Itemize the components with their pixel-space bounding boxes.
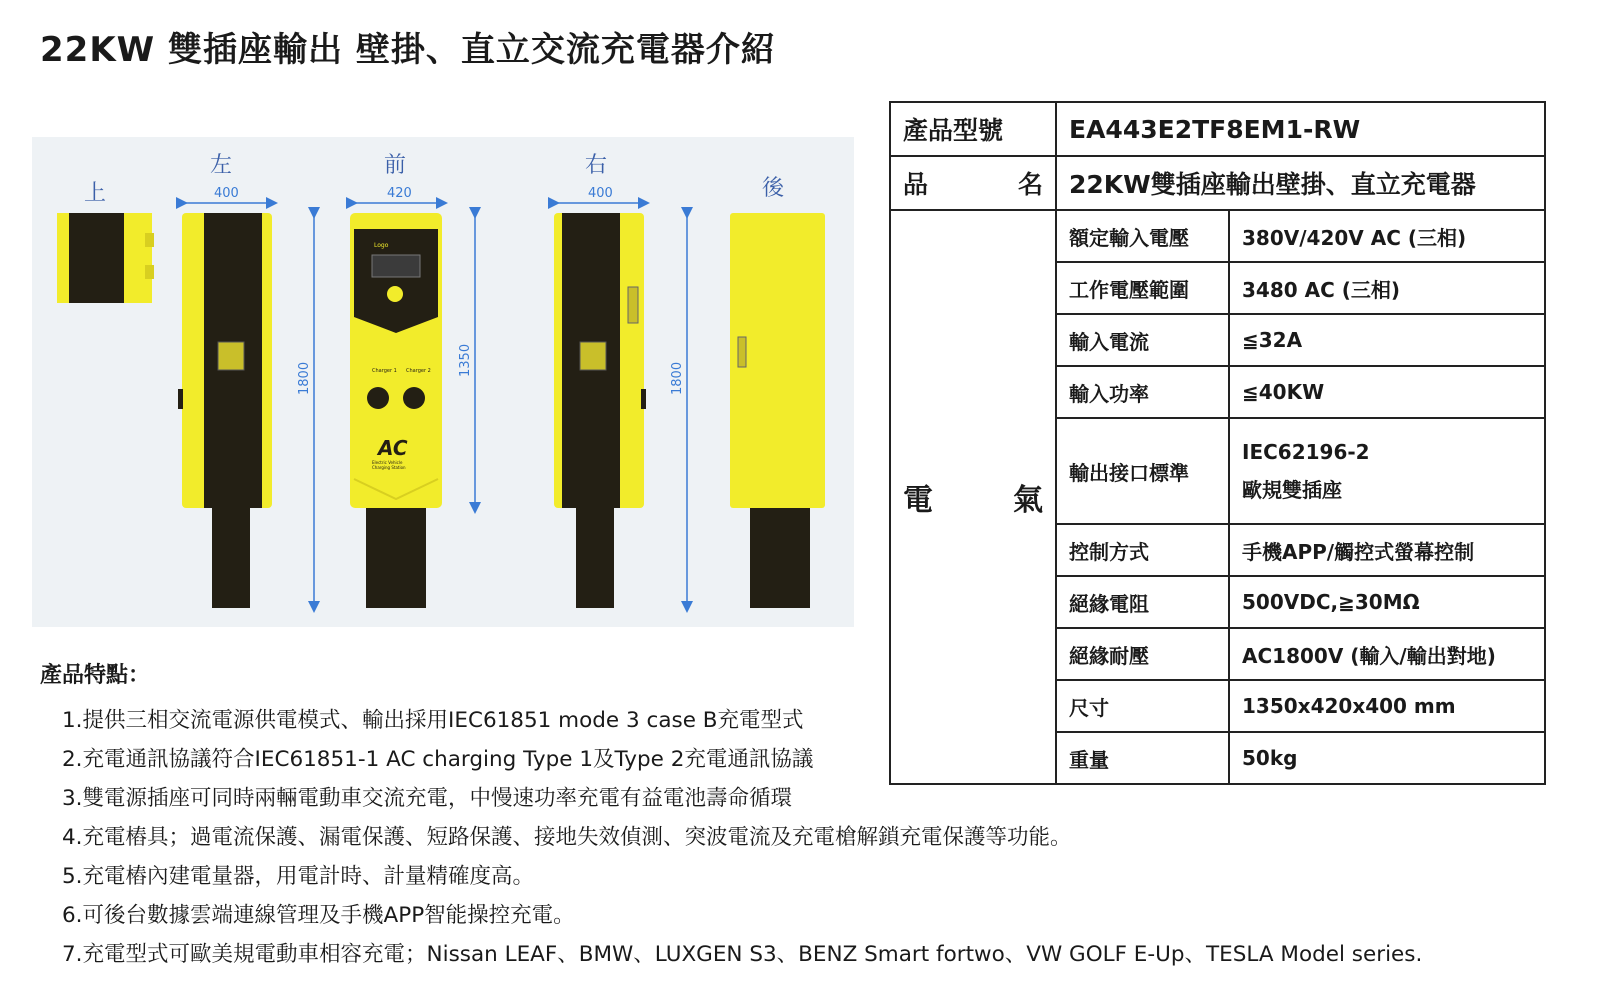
front-view: [350, 186, 475, 608]
spec-key: 輸出接口標準: [1056, 418, 1229, 524]
dim-right-width: 400: [588, 186, 613, 201]
spec-value: 50kg: [1229, 732, 1545, 784]
spec-key: 重量: [1056, 732, 1229, 784]
panel-charger2: Charger 2: [406, 368, 431, 374]
panel-charger1: Charger 1: [372, 368, 397, 374]
feature-item: 1.提供三相交流電源供電模式、輸出採用IEC61851 mode 3 case B充電型式: [62, 708, 804, 733]
left-view: [178, 186, 314, 608]
feature-item: 4.充電樁具；過電流保護、漏電保護、短路保護、接地失效偵測、突波電流及充電槍解鎖充電保護等功能。: [62, 825, 1072, 850]
spec-key: 控制方式: [1056, 524, 1229, 576]
spec-key: 輸入電流: [1056, 314, 1229, 366]
spec-value: 500VDC,≧30MΩ: [1229, 576, 1545, 628]
label-front: 前: [384, 153, 407, 178]
spec-key: 額定輸入電壓: [1056, 210, 1229, 262]
spec-key: 工作電壓範圍: [1056, 262, 1229, 314]
spec-key: 絕緣耐壓: [1056, 628, 1229, 680]
feature-item: 2.充電通訊協議符合IEC61851-1 AC charging Type 1及Type 2充電通訊協議: [62, 747, 814, 772]
spec-value: IEC62196-2 歐規雙插座: [1229, 418, 1545, 524]
spec-value: 380V/420V AC (三相): [1229, 210, 1545, 262]
dim-left-width: 400: [214, 186, 239, 201]
feature-item: 6.可後台數據雲端連線管理及手機APP智能操控充電。: [62, 903, 575, 928]
label-right: 右: [585, 153, 608, 178]
spec-row: [890, 210, 1545, 262]
panel-sub1: Electric Vehicle: [372, 460, 403, 465]
dim-left-height: 1800: [297, 361, 312, 395]
right-view: [554, 186, 687, 608]
spec-name-value: 22KW雙插座輸出壁掛、直立充電器: [1056, 156, 1545, 210]
spec-key: 絕緣電阻: [1056, 576, 1229, 628]
spec-key: 尺寸: [1056, 680, 1229, 732]
feature-item: 7.充電型式可歐美規電動車相容充電；Nissan LEAF、BMW、LUXGEN S3、BENZ Smart fortwo、VW GOLF E-Up、TESLA Model series.: [62, 942, 1423, 967]
product-diagram: [32, 137, 854, 627]
spec-row-name: [890, 156, 1545, 210]
label-back: 後: [762, 176, 785, 201]
panel-sub2: Charging Station: [372, 465, 406, 470]
top-view: [57, 213, 154, 303]
feature-item: 5.充電樁內建電量器，用電計時、計量精確度高。: [62, 864, 535, 889]
back-view: [730, 213, 825, 608]
spec-value: AC1800V (輸入/輸出對地): [1229, 628, 1545, 680]
page-title: 22KW 雙插座輸出 壁掛、直立交流充電器介紹: [40, 30, 776, 70]
spec-value: 3480 AC (三相): [1229, 262, 1545, 314]
spec-name-label: 品 名: [890, 156, 1056, 210]
dim-right-height: 1800: [670, 361, 685, 395]
dim-front-height: 1350: [458, 343, 473, 377]
dim-front-width: 420: [387, 186, 412, 201]
panel-ac: AC: [378, 436, 408, 460]
spec-model-value: EA443E2TF8EM1-RW: [1056, 102, 1545, 156]
spec-row-model: [890, 102, 1545, 156]
spec-value: 手機APP/觸控式螢幕控制: [1229, 524, 1545, 576]
spec-key: 輸入功率: [1056, 366, 1229, 418]
label-left: 左: [210, 153, 233, 178]
panel-logo: Logo: [374, 242, 389, 249]
features-heading: 產品特點：: [40, 663, 151, 688]
spec-value: 1350x420x400 mm: [1229, 680, 1545, 732]
label-top: 上: [84, 181, 107, 206]
feature-item: 3.雙電源插座可同時兩輛電動車交流充電，中慢速功率充電有益電池壽命循環: [62, 786, 793, 811]
spec-group-electrical: 電 氣: [890, 210, 1056, 784]
spec-table: [889, 101, 1546, 785]
spec-value: ≦40KW: [1229, 366, 1545, 418]
spec-model-label: 產品型號: [890, 102, 1056, 156]
spec-value: ≦32A: [1229, 314, 1545, 366]
